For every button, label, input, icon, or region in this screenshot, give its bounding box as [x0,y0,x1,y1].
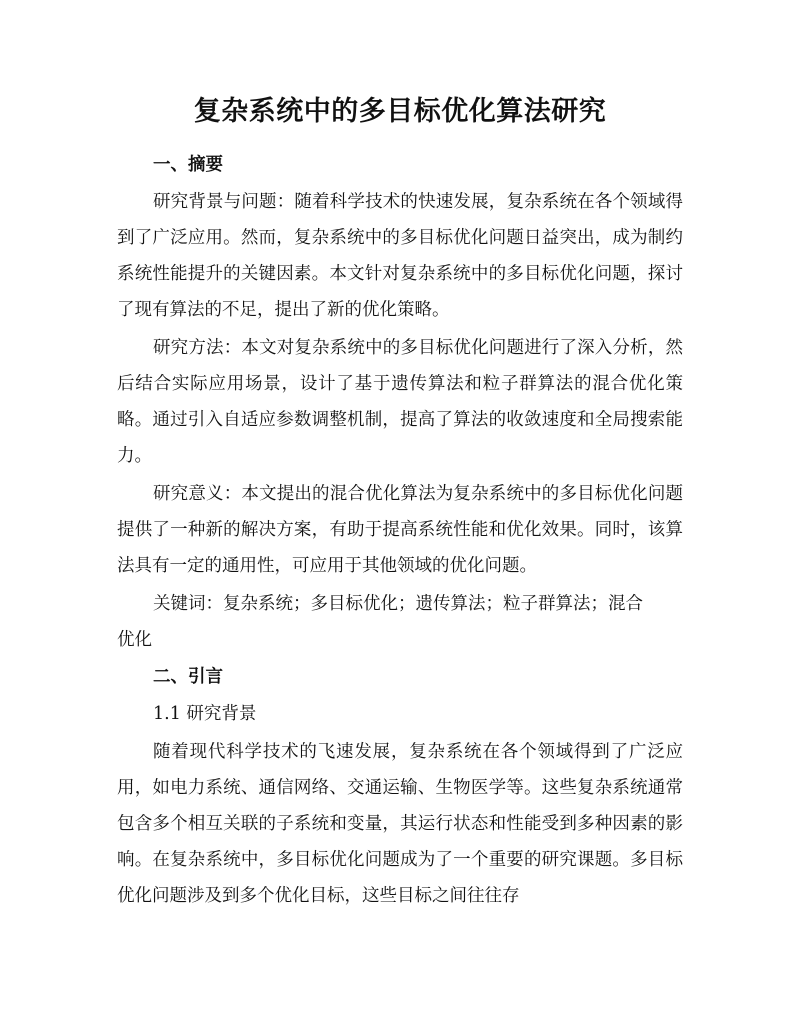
intro-background-paragraph: 随着现代科学技术的飞速发展，复杂系统在各个领域得到了广泛应用，如电力系统、通信网络、交通运输、生物医学等。这些复杂系统通常包含多个相互关联的子系统和变量，其运行状态和性能受到多种因素的影响。在复杂系统中，多目标优化问题成为了一个重要的研究课题。多目标优化问题涉及到多个优化目标，这些目标之间往往存 [117,742,683,906]
spacer [117,132,683,146]
abstract-section [117,146,683,658]
keywords-line: 关键词：复杂系统；多目标优化；遗传算法；粒子群算法；混合 [153,594,643,614]
intro-section [117,658,683,914]
document-title: 复杂系统中的多目标优化算法研究 [193,96,607,127]
intro-subheading: 1.1 研究背景 [153,704,257,724]
keywords-line-continued: 优化 [117,630,152,650]
document-page [117,92,683,914]
abstract-heading: 一、摘要 [153,155,223,175]
abstract-method-paragraph: 研究方法：本文对复杂系统中的多目标优化问题进行了深入分析，然后结合实际应用场景，设计了基于遗传算法和粒子群算法的混合优化策略。通过引入自适应参数调整机制，提高了算法的收敛速度和全局搜索能力。 [117,338,683,466]
abstract-background-paragraph: 研究背景与问题：随着科学技术的快速发展，复杂系统在各个领域得到了广泛应用。然而，复杂系统中的多目标优化问题日益突出，成为制约系统性能提升的关键因素。本文针对复杂系统中的多目标优化问题，探讨了现有算法的不足，提出了新的优化策略。 [117,192,683,320]
intro-heading: 二、引言 [153,667,223,687]
abstract-significance-paragraph: 研究意义：本文提出的混合优化算法为复杂系统中的多目标优化问题提供了一种新的解决方案，有助于提高系统性能和优化效果。同时，该算法具有一定的通用性，可应用于其他领域的优化问题。 [117,484,683,576]
